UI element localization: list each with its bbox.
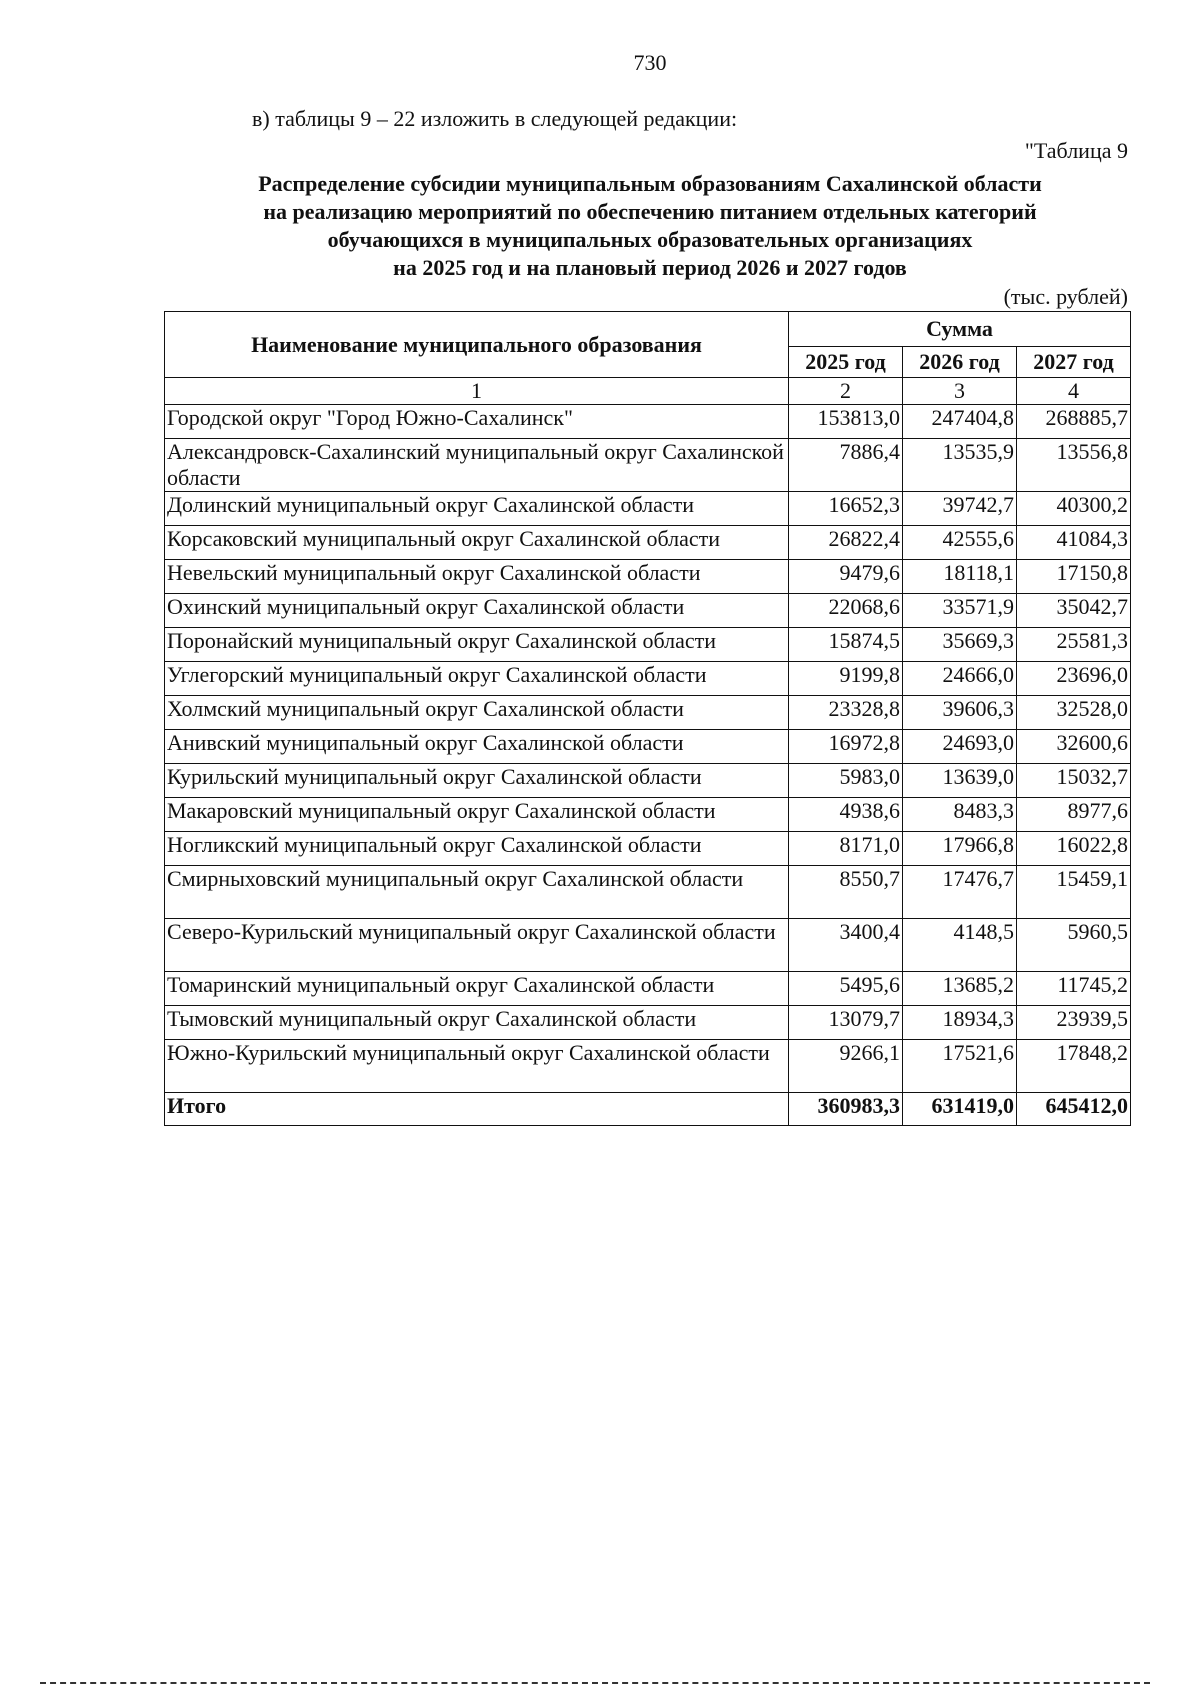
value-2025: 7886,4 — [789, 439, 903, 492]
municipality-name: Южно-Курильский муниципальный округ Сахалинской области — [165, 1040, 789, 1093]
value-2026: 35669,3 — [903, 628, 1017, 662]
value-2025: 13079,7 — [789, 1006, 903, 1040]
value-2026: 13535,9 — [903, 439, 1017, 492]
municipality-name: Поронайский муниципальный округ Сахалинской области — [165, 628, 789, 662]
municipality-name: Смирныховский муниципальный округ Сахалинской области — [165, 866, 789, 919]
municipality-name: Томаринский муниципальный округ Сахалинской области — [165, 972, 789, 1006]
intro-text: в) таблицы 9 – 22 изложить в следующей редакции: — [252, 106, 738, 131]
value-2026: 247404,8 — [903, 405, 1017, 439]
municipality-name: Углегорский муниципальный округ Сахалинской области — [165, 662, 789, 696]
table-label: "Таблица 9 — [1024, 138, 1128, 163]
table-row — [165, 730, 1131, 764]
value-2027: 16022,8 — [1017, 832, 1131, 866]
column-index: 1 — [165, 378, 789, 405]
title-line: на 2025 год и на плановый период 2026 и 2027 годов — [393, 255, 907, 280]
value-2026: 18934,3 — [903, 1006, 1017, 1040]
municipality-name: Невельский муниципальный округ Сахалинской области — [165, 560, 789, 594]
municipality-name: Александровск-Сахалинский муниципальный округ Сахалинской области — [165, 439, 789, 492]
value-2025: 5983,0 — [789, 764, 903, 798]
title-line: на реализацию мероприятий по обеспечению питанием отдельных категорий — [263, 199, 1037, 224]
value-2027: 8977,6 — [1017, 798, 1131, 832]
municipality-name: Курильский муниципальный округ Сахалинской области — [165, 764, 789, 798]
document-title — [160, 170, 1140, 282]
total-2026: 631419,0 — [903, 1093, 1017, 1126]
table-body — [165, 405, 1131, 1093]
value-2026: 13639,0 — [903, 764, 1017, 798]
title-line: Распределение субсидии муниципальным образованиям Сахалинской области — [258, 171, 1042, 196]
value-2026: 4148,5 — [903, 919, 1017, 972]
value-2025: 26822,4 — [789, 526, 903, 560]
value-2026: 13685,2 — [903, 972, 1017, 1006]
value-2027: 13556,8 — [1017, 439, 1131, 492]
value-2026: 24693,0 — [903, 730, 1017, 764]
value-2025: 4938,6 — [789, 798, 903, 832]
value-2025: 5495,6 — [789, 972, 903, 1006]
value-2027: 17848,2 — [1017, 1040, 1131, 1093]
column-index: 4 — [1017, 378, 1131, 405]
value-2026: 24666,0 — [903, 662, 1017, 696]
unit-label: (тыс. рублей) — [1003, 284, 1128, 309]
value-2027: 23696,0 — [1017, 662, 1131, 696]
value-2027: 32600,6 — [1017, 730, 1131, 764]
page-number: 730 — [633, 50, 667, 75]
municipality-name: Макаровский муниципальный округ Сахалинской области — [165, 798, 789, 832]
table-row — [165, 764, 1131, 798]
value-2026: 33571,9 — [903, 594, 1017, 628]
column-index: 2 — [789, 378, 903, 405]
value-2026: 17521,6 — [903, 1040, 1017, 1093]
column-index: 3 — [903, 378, 1017, 405]
value-2025: 16652,3 — [789, 492, 903, 526]
table-row — [165, 1006, 1131, 1040]
title-line: обучающихся в муниципальных образовательных организациях — [327, 227, 973, 252]
table-row — [165, 662, 1131, 696]
value-2025: 8550,7 — [789, 866, 903, 919]
value-2025: 22068,6 — [789, 594, 903, 628]
value-2025: 9479,6 — [789, 560, 903, 594]
value-2027: 23939,5 — [1017, 1006, 1131, 1040]
table-row — [165, 560, 1131, 594]
value-2027: 35042,7 — [1017, 594, 1131, 628]
value-2026: 39606,3 — [903, 696, 1017, 730]
header-sum: Сумма — [789, 312, 1131, 347]
header-year-2027: 2027 год — [1017, 347, 1131, 378]
table-row — [165, 439, 1131, 492]
value-2025: 16972,8 — [789, 730, 903, 764]
value-2027: 15032,7 — [1017, 764, 1131, 798]
value-2026: 17966,8 — [903, 832, 1017, 866]
table-row — [165, 492, 1131, 526]
table-row — [165, 798, 1131, 832]
subsidy-table — [164, 311, 1131, 1126]
value-2026: 8483,3 — [903, 798, 1017, 832]
value-2027: 25581,3 — [1017, 628, 1131, 662]
value-2027: 32528,0 — [1017, 696, 1131, 730]
value-2025: 9266,1 — [789, 1040, 903, 1093]
header-name: Наименование муниципального образования — [165, 312, 789, 378]
municipality-name: Корсаковский муниципальный округ Сахалинской области — [165, 526, 789, 560]
bottom-dashed-rule — [40, 1682, 1150, 1684]
value-2026: 18118,1 — [903, 560, 1017, 594]
table-row — [165, 832, 1131, 866]
value-2027: 268885,7 — [1017, 405, 1131, 439]
value-2027: 40300,2 — [1017, 492, 1131, 526]
value-2026: 42555,6 — [903, 526, 1017, 560]
municipality-name: Северо-Курильский муниципальный округ Сахалинской области — [165, 919, 789, 972]
value-2025: 23328,8 — [789, 696, 903, 730]
value-2027: 15459,1 — [1017, 866, 1131, 919]
value-2026: 39742,7 — [903, 492, 1017, 526]
value-2025: 3400,4 — [789, 919, 903, 972]
municipality-name: Охинский муниципальный округ Сахалинской области — [165, 594, 789, 628]
table-row — [165, 972, 1131, 1006]
total-row — [165, 1093, 1131, 1126]
header-year-2025: 2025 год — [789, 347, 903, 378]
municipality-name: Ногликский муниципальный округ Сахалинской области — [165, 832, 789, 866]
value-2027: 5960,5 — [1017, 919, 1131, 972]
total-label: Итого — [165, 1093, 789, 1126]
value-2026: 17476,7 — [903, 866, 1017, 919]
value-2027: 17150,8 — [1017, 560, 1131, 594]
value-2025: 153813,0 — [789, 405, 903, 439]
table-row — [165, 526, 1131, 560]
municipality-name: Долинский муниципальный округ Сахалинской области — [165, 492, 789, 526]
municipality-name: Тымовский муниципальный округ Сахалинской области — [165, 1006, 789, 1040]
table-row — [165, 1040, 1131, 1093]
value-2025: 9199,8 — [789, 662, 903, 696]
table-row — [165, 405, 1131, 439]
table-row — [165, 866, 1131, 919]
municipality-name: Холмский муниципальный округ Сахалинской области — [165, 696, 789, 730]
total-2025: 360983,3 — [789, 1093, 903, 1126]
value-2027: 11745,2 — [1017, 972, 1131, 1006]
table-row — [165, 696, 1131, 730]
header-year-2026: 2026 год — [903, 347, 1017, 378]
municipality-name: Анивский муниципальный округ Сахалинской области — [165, 730, 789, 764]
value-2027: 41084,3 — [1017, 526, 1131, 560]
municipality-name: Городской округ "Город Южно-Сахалинск" — [165, 405, 789, 439]
value-2025: 8171,0 — [789, 832, 903, 866]
table-row — [165, 594, 1131, 628]
table-row — [165, 919, 1131, 972]
value-2025: 15874,5 — [789, 628, 903, 662]
total-2027: 645412,0 — [1017, 1093, 1131, 1126]
table-row — [165, 628, 1131, 662]
